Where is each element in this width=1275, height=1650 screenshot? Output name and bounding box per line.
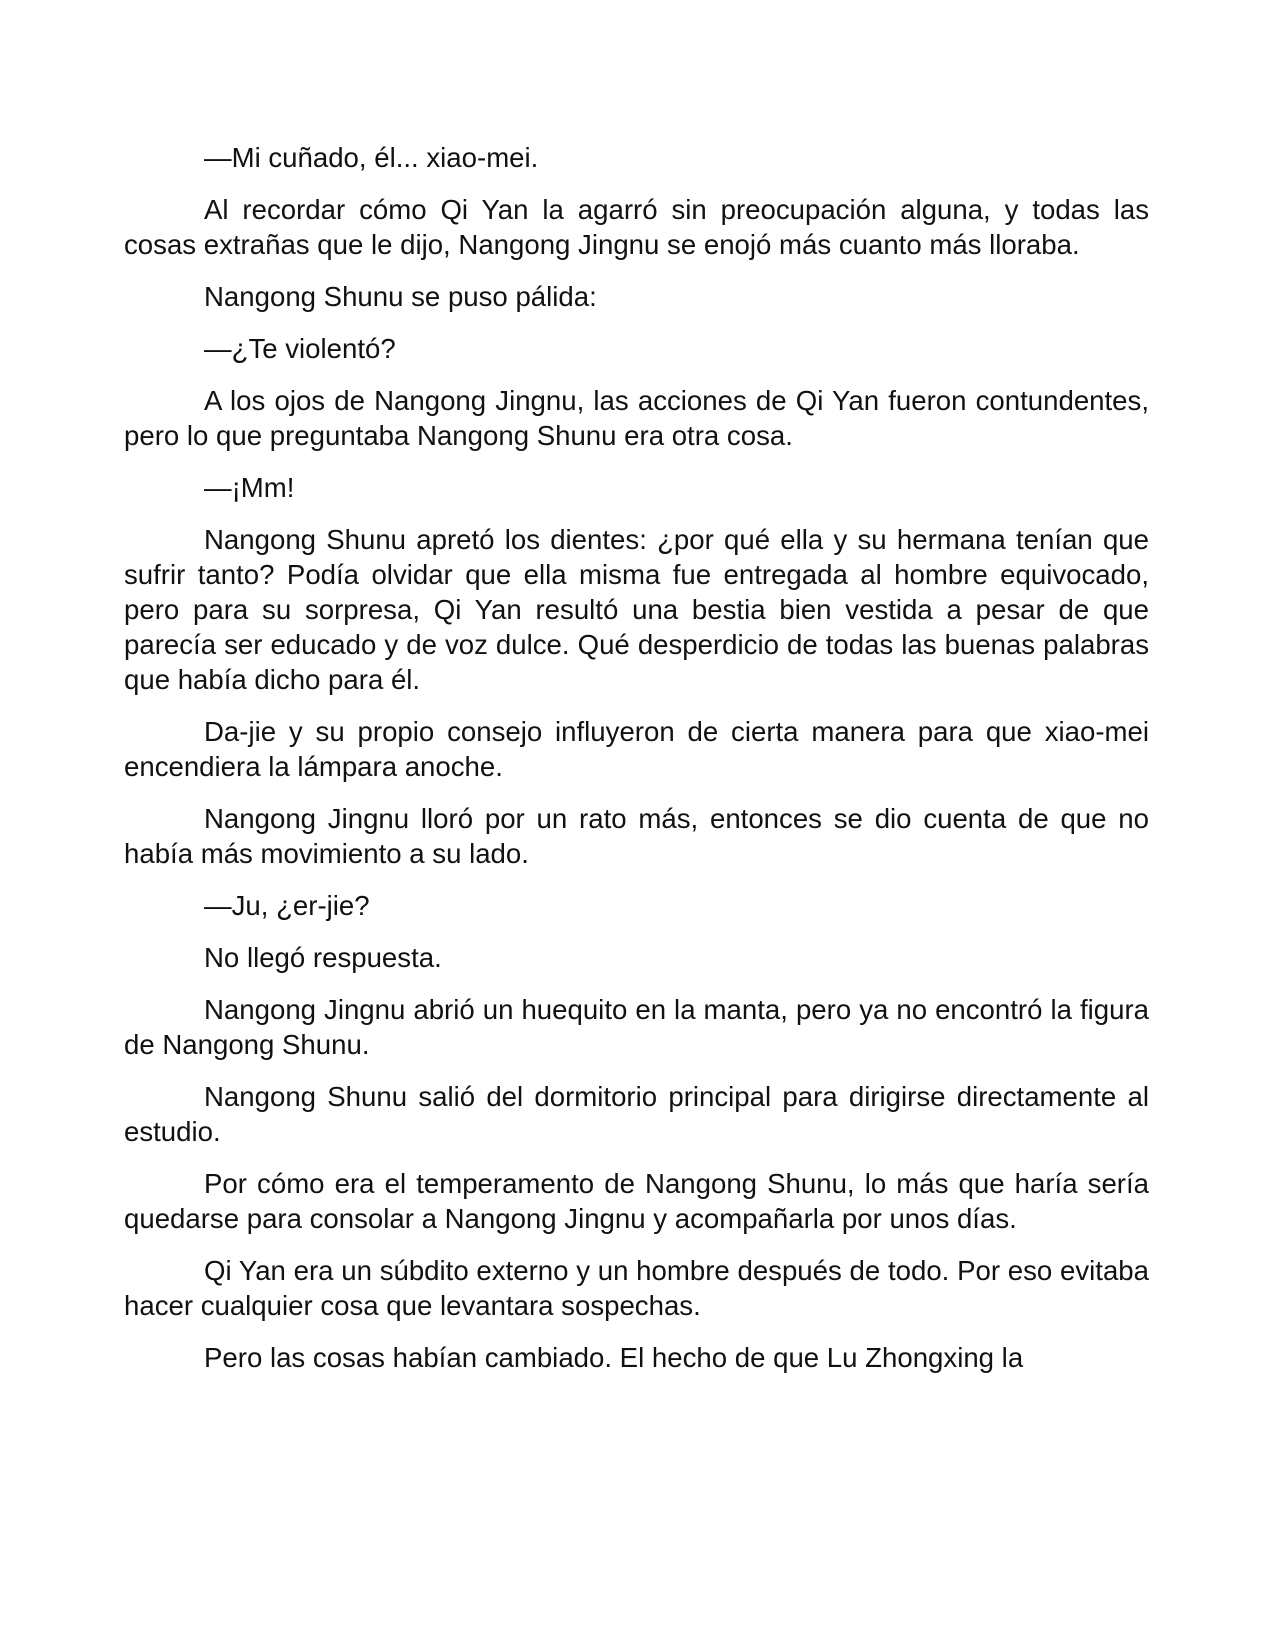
paragraph: Nangong Shunu salió del dormitorio principal para dirigirse directamente al estudio. xyxy=(124,1081,1149,1147)
paragraph: Nangong Jingnu abrió un huequito en la manta, pero ya no encontró la figura de Nangong Shunu. xyxy=(124,994,1149,1060)
paragraph: Da-jie y su propio consejo influyeron de cierta manera para que xiao-mei encendiera la lámpara anoche. xyxy=(124,716,1149,782)
paragraph: —Ju, ¿er-jie? xyxy=(204,890,370,921)
paragraph: —¿Te violentó? xyxy=(204,333,396,364)
paragraph: —Mi cuñado, él... xiao-mei. xyxy=(204,142,539,173)
paragraph: Nangong Jingnu lloró por un rato más, entonces se dio cuenta de que no había más movimiento a su lado. xyxy=(124,803,1149,869)
document-page xyxy=(124,140,1149,1392)
paragraph: No llegó respuesta. xyxy=(204,942,442,973)
paragraph: Por cómo era el temperamento de Nangong Shunu, lo más que haría sería quedarse para consolar a Nangong Jingnu y acompañarla por unos días. xyxy=(124,1168,1149,1234)
paragraph: Al recordar cómo Qi Yan la agarró sin preocupación alguna, y todas las cosas extrañas que le dijo, Nangong Jingnu se enojó más cuanto más lloraba. xyxy=(124,194,1149,260)
paragraph: —¡Mm! xyxy=(204,472,295,503)
paragraph: Nangong Shunu se puso pálida: xyxy=(204,281,597,312)
paragraph: A los ojos de Nangong Jingnu, las acciones de Qi Yan fueron contundentes, pero lo que preguntaba Nangong Shunu era otra cosa. xyxy=(124,385,1149,451)
paragraph: Nangong Shunu apretó los dientes: ¿por qué ella y su hermana tenían que sufrir tanto? Podía olvidar que ella misma fue entregada al hombre equivocado, pero para su sorpresa, Qi Yan resultó una bestia bien vestida a pesar de que parecía ser educado y de voz dulce. Qué desperdicio de todas las buenas palabras que había dicho para él. xyxy=(124,524,1149,695)
paragraph: Pero las cosas habían cambiado. El hecho de que Lu Zhongxing la xyxy=(204,1342,1024,1373)
paragraph: Qi Yan era un súbdito externo y un hombre después de todo. Por eso evitaba hacer cualquier cosa que levantara sospechas. xyxy=(124,1255,1149,1321)
